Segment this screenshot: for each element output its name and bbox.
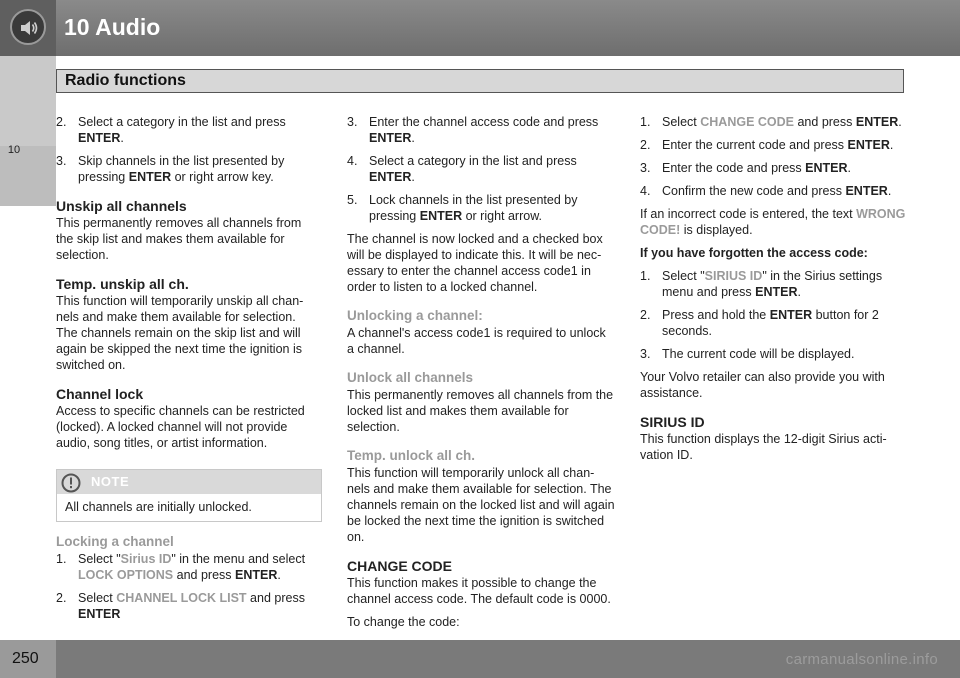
heading-unlock-all: Unlock all channels xyxy=(347,370,474,385)
section-header xyxy=(56,69,904,93)
item-number: 4. xyxy=(640,184,651,198)
key-label: ENTER xyxy=(235,568,278,582)
footer-page-area xyxy=(0,640,56,678)
key-label: ENTER xyxy=(769,308,813,322)
paragraph-locked: The channel is now locked and a checked box will be displayed to indicate this. It will be nec-essary to enter the channel access code1 in order to listen to a locked channel. xyxy=(347,232,603,294)
paragraph-retailer: Your Volvo retailer can also provide you with assistance. xyxy=(640,370,885,400)
speaker-icon xyxy=(10,9,46,45)
side-tab-number: 10 xyxy=(7,144,21,156)
item-text: If an incorrect code is entered, the text xyxy=(640,207,853,221)
list-item: 1. Select CHANGE CODE and press ENTER. xyxy=(640,115,902,129)
key-label: ENTER xyxy=(847,138,890,152)
item-text: or right arrow key. xyxy=(174,170,274,184)
chapter-header xyxy=(0,0,960,56)
item-number: 3. xyxy=(640,347,651,361)
column-1 xyxy=(56,114,320,629)
menu-label: Sirius ID xyxy=(120,552,172,566)
item-number: 4. xyxy=(347,154,358,168)
side-tab-upper xyxy=(0,56,56,146)
item-number: 1. xyxy=(640,115,651,129)
item-text: Enter the current code and press xyxy=(662,138,845,152)
list-item: 1. Select "SIRIUS ID" in the Sirius settings menu and press ENTER. xyxy=(640,269,883,299)
item-number: 3. xyxy=(640,161,651,175)
list-item xyxy=(56,590,320,622)
heading-temp-unlock: Temp. unlock all ch. xyxy=(347,448,476,463)
key-label: ENTER xyxy=(805,161,848,175)
item-text: Enter the channel access code and press xyxy=(369,115,599,129)
page-footer xyxy=(0,640,960,678)
item-text: button for 2 seconds. xyxy=(662,308,879,338)
header-icon-area xyxy=(0,0,56,56)
heading-unskip: Unskip all channels xyxy=(56,198,187,214)
list-item xyxy=(347,192,615,224)
item-text: Select xyxy=(78,591,113,605)
paragraph-unskip: This permanently removes all channels from the skip list and makes them available for selection. xyxy=(56,216,302,262)
list-item xyxy=(56,153,320,185)
item-text: Enter the code and press xyxy=(662,161,802,175)
heading-sirius-id: SIRIUS ID xyxy=(640,414,705,430)
list-item xyxy=(640,307,908,339)
list-item: 2. Select a category in the list and press ENTER. xyxy=(56,115,286,145)
heading-channel-lock: Channel lock xyxy=(56,386,144,402)
menu-label: LOCK OPTIONS xyxy=(78,568,174,582)
item-number: 1. xyxy=(640,269,651,283)
item-text: and press xyxy=(797,115,853,129)
item-text: Select " xyxy=(662,269,705,283)
note-title: NOTE xyxy=(91,474,130,489)
item-text: Confirm the new code and press xyxy=(662,184,842,198)
paragraph-unlocking: A channel's access code1 is required to unlock a channel. xyxy=(347,326,606,356)
item-text: The current code will be displayed. xyxy=(662,347,855,361)
key-label: ENTER xyxy=(855,115,899,129)
item-text: " in the menu and select xyxy=(171,552,306,566)
menu-label: CHANGE CODE xyxy=(700,115,794,129)
item-text: Skip channels in the list presented by pressing xyxy=(78,154,285,184)
menu-label: CHANNEL LOCK LIST xyxy=(116,591,247,605)
list-item: 3. Enter the code and press ENTER. xyxy=(640,161,852,175)
item-number: 1. xyxy=(56,552,67,566)
heading-unlocking: Unlocking a channel: xyxy=(347,308,483,323)
display-message: WRONG CODE! xyxy=(640,207,906,237)
watermark: carmanualsonline.info xyxy=(785,651,938,668)
list-item: 3. Enter the channel access code and press ENTER. xyxy=(347,115,599,145)
column-2 xyxy=(347,114,615,637)
paragraph-unlock-all: This permanently removes all channels from the locked list and makes them available for selection. xyxy=(347,388,614,434)
item-text: Lock channels in the list presented by pressing xyxy=(369,193,578,223)
key-label: ENTER xyxy=(369,170,412,184)
heading-change-code: CHANGE CODE xyxy=(347,558,453,574)
note-header xyxy=(57,470,321,494)
item-text: Press and hold the xyxy=(662,308,767,322)
paragraph-temp-unlock: This function will temporarily unlock all chan-nels and make them available for selection. The channels remain on the locked list and will again be locked the next time the ignition is switched on. xyxy=(347,466,615,544)
item-number: 3. xyxy=(347,115,358,129)
heading-forgot: If you have forgotten the access code: xyxy=(640,246,868,260)
item-text: Select " xyxy=(78,552,121,566)
paragraph-change-code: This function makes it possible to change the channel access code. The default code is 0000. xyxy=(347,576,611,606)
menu-label: SIRIUS ID xyxy=(704,269,763,283)
key-label: ENTER xyxy=(419,209,463,223)
column-3 xyxy=(640,114,908,470)
item-text: and press xyxy=(250,591,305,605)
list-item xyxy=(640,346,908,362)
paragraph-sirius-id: This function displays the 12-digit Sirius acti-vation ID. xyxy=(640,432,887,462)
key-label: ENTER xyxy=(369,131,412,145)
chapter-title: 10 Audio xyxy=(64,14,161,40)
note-text: All channels are initially unlocked. xyxy=(65,500,252,514)
list-item: 2. Enter the current code and press ENTER. xyxy=(640,138,894,152)
item-text: and press xyxy=(176,568,232,582)
item-text: Select a category in the list and press xyxy=(78,115,286,129)
heading-temp-unskip: Temp. unskip all ch. xyxy=(56,276,189,292)
item-number: 2. xyxy=(640,138,651,152)
list-item: 4. Confirm the new code and press ENTER. xyxy=(640,184,892,198)
item-text: Select a category in the list and press xyxy=(369,154,577,168)
item-text: is displayed. xyxy=(683,223,753,237)
key-label: ENTER xyxy=(78,607,121,621)
list-item: 1. Select "Sirius ID" in the menu and select LOCK OPTIONS and press ENTER. xyxy=(56,552,306,582)
item-number: 5. xyxy=(347,193,358,207)
heading-locking: Locking a channel xyxy=(56,534,174,549)
paragraph-to-change: To change the code: xyxy=(347,615,460,629)
item-number: 3. xyxy=(56,154,67,168)
item-number: 2. xyxy=(56,591,67,605)
item-text: Select xyxy=(662,115,697,129)
key-label: ENTER xyxy=(755,285,798,299)
section-title: Radio functions xyxy=(65,72,186,89)
key-label: ENTER xyxy=(128,170,172,184)
page-number: 250 xyxy=(12,650,39,667)
list-item: 4. Select a category in the list and press ENTER. xyxy=(347,154,577,184)
paragraph-wrong-code xyxy=(640,206,908,238)
paragraph-channel-lock: Access to specific channels can be restricted (locked). A locked channel will not provide audio, song titles, or artist information. xyxy=(56,404,305,450)
note-box xyxy=(56,469,322,522)
item-number: 2. xyxy=(640,308,651,322)
paragraph-temp-unskip: This function will temporarily unskip all chan-nels and make them available for selection. The channels remain on the skip list and will again be skipped the next time the ignition is switched on. xyxy=(56,294,304,372)
warning-icon xyxy=(61,473,81,493)
item-text: or right arrow. xyxy=(465,209,543,223)
item-text: " in the Sirius settings menu and press xyxy=(662,269,883,299)
item-number: 2. xyxy=(56,115,67,129)
key-label: ENTER xyxy=(78,131,121,145)
key-label: ENTER xyxy=(845,184,888,198)
